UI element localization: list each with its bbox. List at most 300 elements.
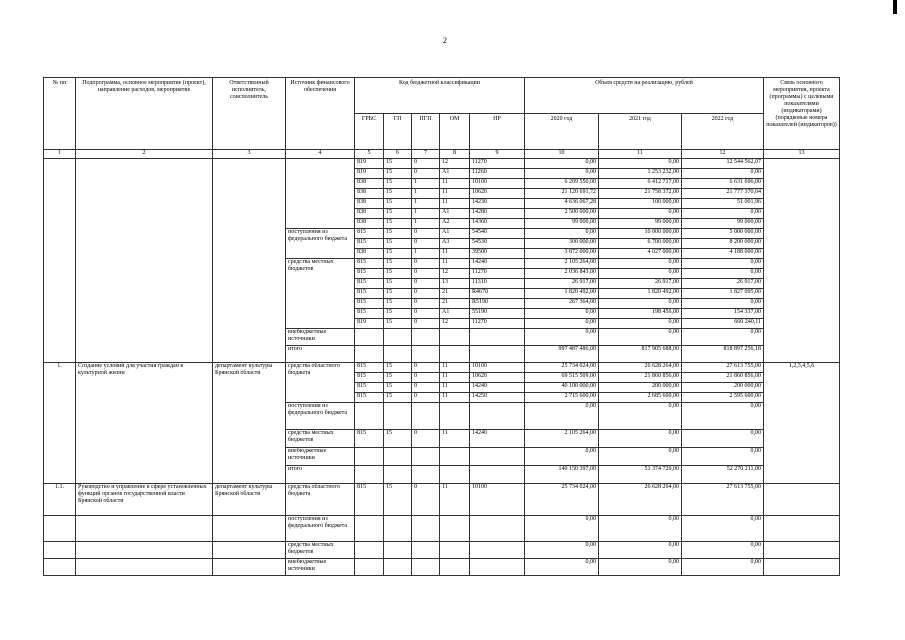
value-cell: 0,00 <box>682 209 764 219</box>
subprogram-cell <box>76 159 213 363</box>
value-cell: 0,00 <box>599 319 682 329</box>
value-cell: 13 <box>440 279 470 289</box>
source-cell: поступления из федерального бюджета <box>286 229 355 259</box>
value-cell: 99 000,00 <box>599 219 682 229</box>
value-cell: 15 <box>384 269 412 279</box>
value-cell: 2 685 600,00 <box>599 393 682 403</box>
value-cell: 11 <box>440 189 470 199</box>
value-cell: 815 <box>355 289 384 299</box>
value-cell: 15 <box>384 430 412 448</box>
header-subprogram: Подпрограмма, основное мероприятие (проект), направление расходов, мероприятие <box>76 78 213 150</box>
value-cell <box>470 466 525 484</box>
column-number-row: 1 2 3 4 5 6 7 8 9 10 11 12 13 <box>44 150 840 159</box>
value-cell <box>440 542 470 559</box>
subprogram-cell <box>76 516 213 542</box>
value-cell: 11310 <box>470 279 525 289</box>
value-cell: 0 <box>412 229 440 239</box>
value-cell: 0,00 <box>599 259 682 269</box>
value-cell <box>355 516 384 542</box>
value-cell: А1 <box>440 309 470 319</box>
value-cell: 6 700 000,00 <box>599 239 682 249</box>
value-cell: 1 <box>412 209 440 219</box>
header-volume: Объем средств на реализацию, рублей <box>525 78 764 114</box>
value-cell <box>355 346 384 363</box>
value-cell: 2 715 600,00 <box>525 393 599 403</box>
value-cell: 154 337,00 <box>682 309 764 319</box>
value-cell: 815 <box>355 299 384 309</box>
value-cell <box>412 448 440 466</box>
header-gp: ГП <box>384 114 412 150</box>
value-cell: 11 <box>440 383 470 393</box>
value-cell: 1 820 492,00 <box>599 289 682 299</box>
value-cell: 997 487 486,00 <box>525 346 599 363</box>
value-cell: А1 <box>440 209 470 219</box>
value-cell: 11 <box>440 363 470 373</box>
value-cell: 0,00 <box>599 559 682 576</box>
value-cell <box>440 346 470 363</box>
value-cell: 15 <box>384 179 412 189</box>
value-cell: 0,00 <box>525 319 599 329</box>
value-cell: 819 <box>355 159 384 169</box>
value-cell: 815 <box>355 269 384 279</box>
value-cell: 100 000,00 <box>599 199 682 209</box>
source-cell: внебюджетные источники <box>286 559 355 576</box>
value-cell: 0 <box>412 159 440 169</box>
value-cell: 838 <box>355 219 384 229</box>
value-cell: 21 758 372,00 <box>599 189 682 199</box>
value-cell <box>470 559 525 576</box>
value-cell: 6 209 550,00 <box>525 179 599 189</box>
value-cell: 26 917,00 <box>525 279 599 289</box>
source-cell: внебюджетные источники <box>286 329 355 346</box>
value-cell <box>384 403 412 430</box>
value-cell: 815 <box>355 430 384 448</box>
value-cell: 0,00 <box>525 329 599 346</box>
value-cell: 815 <box>355 363 384 373</box>
value-cell: 140 150 397,00 <box>525 466 599 484</box>
section1-row <box>44 363 840 373</box>
link-cell <box>764 516 840 542</box>
value-cell: 4 027 000,00 <box>599 249 682 259</box>
value-cell <box>470 448 525 466</box>
value-cell <box>412 559 440 576</box>
value-cell: 0 <box>412 239 440 249</box>
value-cell: 26 628 264,00 <box>599 363 682 373</box>
value-cell: 0 <box>412 319 440 329</box>
header-2021: 2021 год <box>599 114 682 150</box>
responsible-cell <box>213 516 286 542</box>
value-cell: 15 <box>384 319 412 329</box>
value-cell <box>412 466 440 484</box>
value-cell: 21 <box>440 299 470 309</box>
value-cell: 51 001,96 <box>682 199 764 209</box>
value-cell: 11 <box>440 393 470 403</box>
value-cell: 21 777 370,04 <box>682 189 764 199</box>
value-cell: 1 253 232,00 <box>599 169 682 179</box>
value-cell: 0,00 <box>682 516 764 542</box>
value-cell <box>412 542 440 559</box>
header-link: Связь основного мероприятия, проекта (программы) с целевыми показателями (индикаторами) (порядковые номера показателей (индикаторов)) <box>764 78 840 150</box>
source-cell <box>286 159 355 229</box>
link-cell: 1,2,3,4,5,6 <box>764 363 840 484</box>
value-cell: 2 036 843,00 <box>525 269 599 279</box>
value-cell <box>470 542 525 559</box>
value-cell: 0,00 <box>525 559 599 576</box>
responsible-cell <box>213 542 286 559</box>
value-cell: 14360 <box>470 219 525 229</box>
value-cell: 11270 <box>470 319 525 329</box>
value-cell: 200 000,00 <box>682 383 764 393</box>
responsible-name: департамент культуры Брянской области <box>213 484 286 516</box>
value-cell: 0 <box>412 363 440 373</box>
row-number: 1.1. <box>44 484 76 516</box>
value-cell: 0 <box>412 393 440 403</box>
value-cell: 15 <box>384 199 412 209</box>
value-cell: 21 <box>440 289 470 299</box>
value-cell: 0,00 <box>682 169 764 179</box>
value-cell: 815 <box>355 383 384 393</box>
value-cell: 0,00 <box>682 329 764 346</box>
value-cell: 815 <box>355 229 384 239</box>
value-cell: 838 <box>355 249 384 259</box>
responsible-name: департамент культуры Брянской области <box>213 363 286 484</box>
value-cell <box>384 329 412 346</box>
no-cell <box>44 559 76 576</box>
value-cell <box>440 448 470 466</box>
value-cell: А3 <box>440 239 470 249</box>
value-cell: 0 <box>412 259 440 269</box>
value-cell: 818 897 256,18 <box>682 346 764 363</box>
value-cell <box>412 403 440 430</box>
no-cell <box>44 159 76 363</box>
value-cell: 21 860 856,00 <box>599 373 682 383</box>
value-cell: 99 000,00 <box>682 219 764 229</box>
section11-row <box>44 484 840 516</box>
value-cell: 15 <box>384 383 412 393</box>
value-cell: 11 <box>440 179 470 189</box>
value-cell: 1 827 095,00 <box>682 289 764 299</box>
value-cell: 10620 <box>470 373 525 383</box>
value-cell: 11 <box>440 249 470 259</box>
value-cell: 52 270 211,00 <box>682 466 764 484</box>
value-cell: 815 <box>355 259 384 269</box>
value-cell: 0,00 <box>599 159 682 169</box>
value-cell: 11 <box>440 373 470 383</box>
value-cell: 10620 <box>470 189 525 199</box>
row-number: 1. <box>44 363 76 484</box>
subprogram-name: Руководство и управление в сфере установленных функций органов государственной власти Брянской области <box>76 484 213 516</box>
value-cell: 14230 <box>470 199 525 209</box>
value-cell <box>470 516 525 542</box>
value-cell: А2 <box>440 219 470 229</box>
value-cell: 8 200 000,00 <box>682 239 764 249</box>
value-cell: 0,00 <box>525 448 599 466</box>
value-cell: 0,00 <box>525 169 599 179</box>
value-cell: 0,00 <box>599 542 682 559</box>
value-cell <box>412 516 440 542</box>
value-cell: 10 000 000,00 <box>599 229 682 239</box>
value-cell: 15 <box>384 309 412 319</box>
value-cell: 0,00 <box>682 542 764 559</box>
value-cell: 0,00 <box>682 259 764 269</box>
value-cell: 15 <box>384 169 412 179</box>
value-cell: 0,00 <box>525 229 599 239</box>
value-cell: 15 <box>384 279 412 289</box>
source-cell: средства местных бюджетов <box>286 430 355 448</box>
value-cell: 0,00 <box>682 403 764 430</box>
value-cell: 40 100 000,00 <box>525 383 599 393</box>
header-responsible: Ответственный исполнитель, соисполнитель <box>213 78 286 150</box>
source-cell: итого <box>286 466 355 484</box>
value-cell: 12 <box>440 269 470 279</box>
value-cell: 1 <box>412 249 440 259</box>
header-no: № пп <box>44 78 76 150</box>
link-cell <box>764 559 840 576</box>
value-cell: 300 000,00 <box>525 239 599 249</box>
value-cell: 15 <box>384 189 412 199</box>
value-cell: 15 <box>384 229 412 239</box>
subprogram-name: Создание условий для участия граждан в культурной жизни <box>76 363 213 484</box>
value-cell: 0,00 <box>599 403 682 430</box>
header-2020: 2020 год <box>525 114 599 150</box>
responsible-cell <box>213 559 286 576</box>
value-cell: 2 500 000,00 <box>525 209 599 219</box>
value-cell: 21 860 856,00 <box>682 373 764 383</box>
value-cell: 0,00 <box>599 269 682 279</box>
value-cell <box>355 448 384 466</box>
value-cell: 815 <box>355 484 384 516</box>
value-cell: 4 188 000,00 <box>682 249 764 259</box>
value-cell: 0,00 <box>525 159 599 169</box>
subprogram-cell <box>76 559 213 576</box>
header-source: Источник финансового обеспечения <box>286 78 355 150</box>
value-cell: 0,00 <box>525 542 599 559</box>
header-pgp: ПГП <box>412 114 440 150</box>
value-cell: 0 <box>412 373 440 383</box>
value-cell: 15 <box>384 249 412 259</box>
value-cell: 11 <box>440 259 470 269</box>
value-cell: 198 456,00 <box>599 309 682 319</box>
no-cell <box>44 516 76 542</box>
value-cell: 0,00 <box>599 516 682 542</box>
value-cell: 815 <box>355 373 384 383</box>
value-cell: 55190 <box>470 309 525 319</box>
source-cell: поступления из федерального бюджета <box>286 403 355 430</box>
value-cell: 11 <box>440 484 470 516</box>
value-cell: 15 <box>384 299 412 309</box>
value-cell: 10100 <box>470 179 525 189</box>
value-cell: 12 544 562,07 <box>682 159 764 169</box>
value-cell: 0,00 <box>525 403 599 430</box>
value-cell: 11 <box>440 199 470 209</box>
value-cell: 25 734 024,00 <box>525 363 599 373</box>
value-cell: 26 917,00 <box>599 279 682 289</box>
value-cell: 838 <box>355 209 384 219</box>
value-cell: 54540 <box>470 229 525 239</box>
value-cell <box>440 403 470 430</box>
value-cell: 11 <box>440 430 470 448</box>
section11-row <box>44 542 840 559</box>
value-cell: 25 734 024,00 <box>525 484 599 516</box>
value-cell: 12 <box>440 159 470 169</box>
value-cell: 14250 <box>470 393 525 403</box>
value-cell: 11260 <box>470 169 525 179</box>
value-cell <box>384 559 412 576</box>
value-cell: 815 <box>355 393 384 403</box>
value-cell: 815 <box>355 279 384 289</box>
value-cell: 2 595 600,00 <box>682 393 764 403</box>
value-cell: 54530 <box>470 239 525 249</box>
value-cell: 69 515 509,00 <box>525 373 599 383</box>
value-cell: 0 <box>412 309 440 319</box>
value-cell <box>440 516 470 542</box>
value-cell <box>470 329 525 346</box>
value-cell: 27 613 755,00 <box>682 484 764 516</box>
value-cell: 819 <box>355 169 384 179</box>
value-cell: 267 364,00 <box>525 299 599 309</box>
value-cell: А1 <box>440 169 470 179</box>
value-cell: 14240 <box>470 259 525 269</box>
value-cell <box>412 346 440 363</box>
value-cell: R5190 <box>470 299 525 309</box>
value-cell: 1 <box>412 189 440 199</box>
value-cell: 0,00 <box>682 299 764 309</box>
link-cell <box>764 484 840 516</box>
value-cell <box>384 516 412 542</box>
value-cell: 99 000,00 <box>525 219 599 229</box>
table-body <box>44 159 840 576</box>
value-cell: А1 <box>440 229 470 239</box>
value-cell: 838 <box>355 179 384 189</box>
value-cell: 15 <box>384 484 412 516</box>
value-cell: 0 <box>412 299 440 309</box>
source-cell: средства областного бюджета <box>286 484 355 516</box>
value-cell: 815 <box>355 309 384 319</box>
value-cell: 200 000,00 <box>599 383 682 393</box>
value-cell: 819 <box>355 319 384 329</box>
value-cell: 11270 <box>470 269 525 279</box>
value-cell: 14280 <box>470 209 525 219</box>
value-cell: 11270 <box>470 159 525 169</box>
value-cell: 14240 <box>470 430 525 448</box>
source-cell: средства областного бюджета <box>286 363 355 403</box>
value-cell: 0 <box>412 484 440 516</box>
subprogram-cell <box>76 542 213 559</box>
value-cell: 6 631 696,00 <box>682 179 764 189</box>
header-2022: 2022 год <box>682 114 764 150</box>
value-cell: 0,00 <box>599 209 682 219</box>
value-cell: 14240 <box>470 383 525 393</box>
value-cell: 26 917,00 <box>682 279 764 289</box>
value-cell: 10100 <box>470 363 525 373</box>
value-cell: 0,00 <box>599 329 682 346</box>
value-cell <box>384 542 412 559</box>
value-cell: R4670 <box>470 289 525 299</box>
value-cell: 0 <box>412 279 440 289</box>
page-number: 2 <box>443 36 447 45</box>
value-cell: 12 <box>440 319 470 329</box>
budget-table <box>43 77 840 576</box>
continuation-row <box>44 159 840 169</box>
source-cell: внебюджетные источники <box>286 448 355 466</box>
section11-row <box>44 516 840 542</box>
value-cell: 0 <box>412 430 440 448</box>
value-cell: 15 <box>384 219 412 229</box>
value-cell: 0,00 <box>525 516 599 542</box>
value-cell: 0,00 <box>599 430 682 448</box>
section11-row <box>44 559 840 576</box>
value-cell: 4 636 067,28 <box>525 199 599 209</box>
source-cell: средства местных бюджетов <box>286 259 355 329</box>
value-cell: 51 374 720,00 <box>599 466 682 484</box>
value-cell <box>440 329 470 346</box>
value-cell: 0 <box>412 383 440 393</box>
value-cell: 0,00 <box>599 299 682 309</box>
value-cell: 0,00 <box>599 448 682 466</box>
source-cell: итого <box>286 346 355 363</box>
value-cell <box>384 466 412 484</box>
header-grbs: ГРБС <box>355 114 384 150</box>
value-cell <box>355 403 384 430</box>
value-cell <box>412 329 440 346</box>
value-cell <box>470 346 525 363</box>
header-om: ОМ <box>440 114 470 150</box>
value-cell: 26 628 264,00 <box>599 484 682 516</box>
value-cell: 0 <box>412 169 440 179</box>
header-nr: НР <box>470 114 525 150</box>
value-cell: 0,00 <box>682 269 764 279</box>
value-cell <box>355 542 384 559</box>
value-cell: 10100 <box>470 484 525 516</box>
value-cell: 15 <box>384 289 412 299</box>
value-cell <box>384 448 412 466</box>
value-cell: 21 120 691,72 <box>525 189 599 199</box>
value-cell: 0,00 <box>682 430 764 448</box>
value-cell: 1 <box>412 179 440 189</box>
value-cell <box>355 559 384 576</box>
value-cell: 660 240,11 <box>682 319 764 329</box>
link-cell <box>764 159 840 363</box>
source-cell: средства местных бюджетов <box>286 542 355 559</box>
value-cell <box>440 559 470 576</box>
link-cell <box>764 542 840 559</box>
value-cell: 1 820 492,00 <box>525 289 599 299</box>
value-cell: 15 <box>384 373 412 383</box>
value-cell: 15 <box>384 363 412 373</box>
value-cell: 27 613 755,00 <box>682 363 764 373</box>
value-cell: 2 105 264,00 <box>525 430 599 448</box>
value-cell: 0,00 <box>682 448 764 466</box>
value-cell: 15 <box>384 159 412 169</box>
value-cell: 1 <box>412 219 440 229</box>
responsible-cell <box>213 159 286 363</box>
value-cell <box>355 329 384 346</box>
page-edge-mark <box>893 0 897 14</box>
no-cell <box>44 542 76 559</box>
value-cell: 838 <box>355 189 384 199</box>
value-cell: 0,00 <box>525 309 599 319</box>
header-kbk: Код бюджетной классификации <box>355 78 525 114</box>
value-cell: 15 <box>384 259 412 269</box>
source-cell: поступления из федерального бюджета <box>286 516 355 542</box>
value-cell: 0 <box>412 289 440 299</box>
value-cell: 15 <box>384 209 412 219</box>
value-cell <box>440 466 470 484</box>
value-cell: 5 000 000,00 <box>682 229 764 239</box>
value-cell: 1 <box>412 199 440 209</box>
value-cell: 3 872 000,00 <box>525 249 599 259</box>
value-cell <box>470 403 525 430</box>
